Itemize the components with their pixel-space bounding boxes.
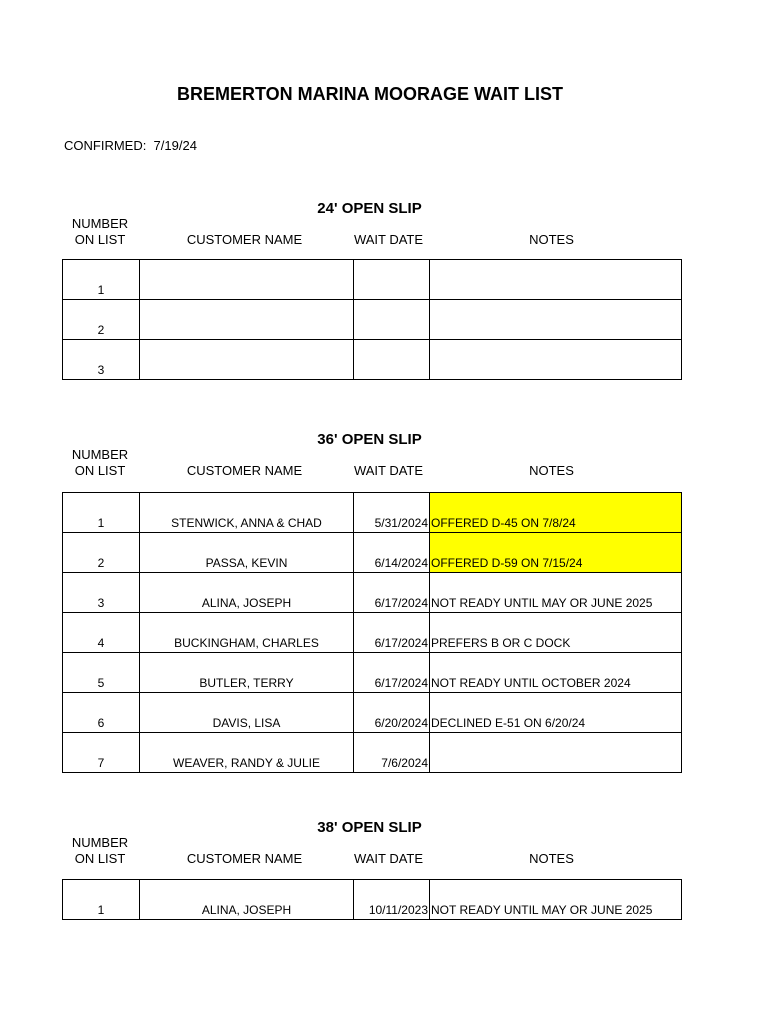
customer-name-cell: BUTLER, TERRY [140, 653, 354, 693]
wait-date-cell: 10/11/2023 [354, 880, 430, 920]
header-notes: NOTES [529, 851, 574, 866]
notes-cell: PREFERS B OR C DOCK [430, 613, 682, 653]
header-wait-date: WAIT DATE [353, 463, 424, 478]
wait-date-cell [354, 260, 430, 300]
section-title: 38' OPEN SLIP [317, 819, 422, 836]
column-headers [62, 218, 677, 250]
notes-cell: DECLINED E-51 ON 6/20/24 [430, 693, 682, 733]
row-number-cell: 2 [63, 300, 140, 340]
notes-cell [430, 300, 682, 340]
row-number-cell: 1 [63, 880, 140, 920]
customer-name-cell: DAVIS, LISA [140, 693, 354, 733]
wait-date-cell: 6/14/2024 [354, 533, 430, 573]
customer-name-cell: PASSA, KEVIN [140, 533, 354, 573]
page-title: BREMERTON MARINA MOORAGE WAIT LIST [177, 84, 563, 104]
customer-name-cell: ALINA, JOSEPH [140, 880, 354, 920]
section-title: 36' OPEN SLIP [317, 431, 422, 448]
section-title: 24' OPEN SLIP [317, 200, 422, 217]
header-customer-name: CUSTOMER NAME [186, 232, 303, 247]
header-number: NUMBER [71, 835, 129, 850]
notes-cell [430, 733, 682, 773]
customer-name-cell: STENWICK, ANNA & CHAD [140, 493, 354, 533]
header-number-on-list [62, 835, 138, 867]
notes-cell: NOT READY UNTIL MAY OR JUNE 2025 [430, 880, 682, 920]
header-number-on-list [62, 216, 138, 248]
wait-date-cell: 6/17/2024 [354, 653, 430, 693]
row-number-cell: 1 [63, 493, 140, 533]
customer-name-cell [140, 260, 354, 300]
wait-date-cell: 6/20/2024 [354, 693, 430, 733]
wait-date-cell: 6/17/2024 [354, 573, 430, 613]
header-notes: NOTES [529, 232, 574, 247]
table-row [63, 733, 682, 773]
notes-cell: OFFERED D-59 ON 7/15/24 [430, 533, 682, 573]
row-number-cell: 3 [63, 340, 140, 380]
header-customer-name: CUSTOMER NAME [186, 851, 303, 866]
wait-date-cell: 6/17/2024 [354, 613, 430, 653]
wait-date-cell: 7/6/2024 [354, 733, 430, 773]
notes-cell: NOT READY UNTIL MAY OR JUNE 2025 [430, 573, 682, 613]
column-headers [62, 837, 677, 869]
header-on-list: ON LIST [74, 463, 126, 478]
header-customer-name: CUSTOMER NAME [186, 463, 303, 478]
notes-cell [430, 260, 682, 300]
notes-cell [430, 340, 682, 380]
header-wait-date: WAIT DATE [353, 851, 424, 866]
header-notes: NOTES [529, 463, 574, 478]
wait-list-table [62, 879, 682, 920]
wait-list-table [62, 492, 682, 773]
wait-list-table [62, 259, 682, 380]
table-row [63, 340, 682, 380]
notes-cell: OFFERED D-45 ON 7/8/24 [430, 493, 682, 533]
table-row [63, 493, 682, 533]
wait-date-cell [354, 300, 430, 340]
customer-name-cell [140, 340, 354, 380]
row-number-cell: 6 [63, 693, 140, 733]
customer-name-cell: WEAVER, RANDY & JULIE [140, 733, 354, 773]
table-row [63, 573, 682, 613]
wait-date-cell: 5/31/2024 [354, 493, 430, 533]
table-row [63, 260, 682, 300]
row-number-cell: 4 [63, 613, 140, 653]
table-row [63, 653, 682, 693]
row-number-cell: 7 [63, 733, 140, 773]
table-row [63, 880, 682, 920]
header-on-list: ON LIST [74, 232, 126, 247]
customer-name-cell: BUCKINGHAM, CHARLES [140, 613, 354, 653]
customer-name-cell [140, 300, 354, 340]
column-headers [62, 449, 677, 481]
header-wait-date: WAIT DATE [353, 232, 424, 247]
header-number: NUMBER [71, 447, 129, 462]
table-row [63, 613, 682, 653]
row-number-cell: 1 [63, 260, 140, 300]
table-row [63, 693, 682, 733]
table-row [63, 533, 682, 573]
header-number: NUMBER [71, 216, 129, 231]
header-number-on-list [62, 447, 138, 479]
row-number-cell: 3 [63, 573, 140, 613]
table-row [63, 300, 682, 340]
notes-cell: NOT READY UNTIL OCTOBER 2024 [430, 653, 682, 693]
confirmed-date: CONFIRMED: 7/19/24 [64, 138, 197, 153]
header-on-list: ON LIST [74, 851, 126, 866]
row-number-cell: 5 [63, 653, 140, 693]
customer-name-cell: ALINA, JOSEPH [140, 573, 354, 613]
row-number-cell: 2 [63, 533, 140, 573]
wait-date-cell [354, 340, 430, 380]
